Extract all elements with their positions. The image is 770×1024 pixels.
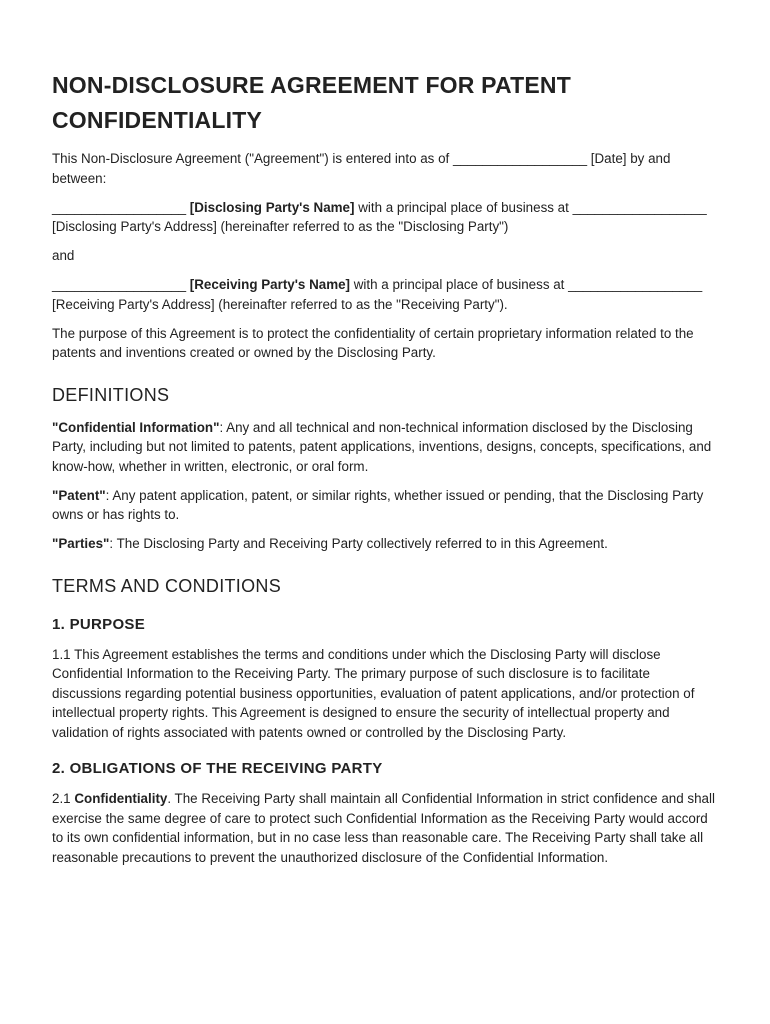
- section-1-text: 1.1 This Agreement establishes the terms and conditions under which the Disclosing Party will disclose Confidential Information to the Receiving Party. The primary purpose of such disclosure is to facilitate discussions regarding potential business opportunities, evaluation of patent applications, and/or protection of intellectual property rights. This Agreement is designed to ensure the security of intellectual property and validation of rights associated with patents owned or controlled by the Disclosing Party.: [52, 646, 695, 740]
- section-1-heading: 1. PURPOSE: [52, 615, 146, 633]
- definition-text: : Any patent application, patent, or similar rights, whether issued or pending, that the Disclosing Party owns or has rights to.: [52, 487, 704, 522]
- definition-item: [52, 486, 722, 525]
- definition-text: : Any and all technical and non-technical information disclosed by the Disclosing Party, including but not limited to patents, patent applications, inventions, designs, concepts, specifications, and know-how, whether in written, electronic, or oral form.: [52, 419, 712, 474]
- definition-text: : The Disclosing Party and Receiving Party collectively referred to in this Agreement.: [109, 536, 608, 551]
- receiving-party-paragraph: [52, 275, 722, 314]
- disclosing-party-paragraph: [52, 198, 722, 237]
- clause-term: Confidentiality: [74, 791, 168, 806]
- document-title: NON-DISCLOSURE AGREEMENT FOR PATENT CONFIDENTIALITY: [52, 72, 571, 133]
- definition-term: "Patent": [52, 487, 106, 503]
- section-2-heading: 2. OBLIGATIONS OF THE RECEIVING PARTY: [52, 760, 383, 777]
- name-blank: __________________: [52, 277, 187, 292]
- address-blank: __________________: [568, 277, 703, 292]
- definitions-heading: DEFINITIONS: [52, 384, 170, 405]
- document-body: [52, 68, 722, 877]
- receiving-party-address: [Receiving Party's Address] (hereinafter referred to as the "Receiving Party").: [52, 296, 508, 312]
- definition-item: [52, 418, 722, 477]
- clause-number: 2.1: [52, 791, 71, 806]
- receiving-party-line1: with a principal place of business at: [353, 277, 565, 292]
- and-text: and: [52, 248, 75, 263]
- purpose-paragraph: The purpose of this Agreement is to protect the confidentiality of certain proprietary information related to the patents and inventions created or owned by the Disclosing Party.: [52, 325, 694, 360]
- intro-paragraph: This Non-Disclosure Agreement ("Agreement") is entered into as of __________________ [Date] by and between:: [52, 151, 671, 186]
- definition-item: [52, 534, 722, 554]
- clause-text: . The Receiving Party shall maintain all Confidential Information in strict confidence and shall exercise the same degree of care to protect such Confidential Information as the Receiving Party would accord to its own confidential information, but in no case less than reasonable care. The Receiving Party shall take all reasonable precautions to prevent the unauthorized disclosure of the Confidential Information.: [52, 791, 715, 865]
- disclosing-party-line1: with a principal place of business at: [358, 199, 569, 215]
- address-blank: __________________: [572, 199, 707, 215]
- definition-term: "Confidential Information": [52, 419, 220, 435]
- date-blank: __________________: [52, 199, 187, 215]
- receiving-party-name: [Receiving Party's Name]: [189, 277, 351, 292]
- section-2-text: [52, 789, 722, 867]
- definition-term: "Parties": [52, 536, 110, 551]
- disclosing-party-name: [Disclosing Party's Name]: [189, 199, 355, 215]
- disclosing-party-address: [Disclosing Party's Address] (hereinafter referred to as the "Disclosing Party"): [52, 219, 509, 234]
- terms-heading: TERMS AND CONDITIONS: [52, 575, 282, 596]
